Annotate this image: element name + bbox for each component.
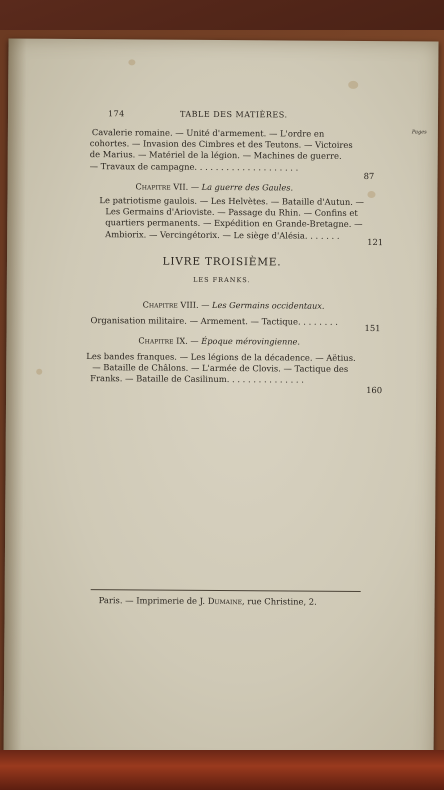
- imprint-printer-name: Dumaine: [207, 595, 243, 607]
- running-title: TABLE DES MATIÈRES.: [179, 109, 288, 120]
- chapter-heading: Chapitre VII. — La guerre des Gaules.: [135, 181, 294, 193]
- toc-entry: [91, 315, 338, 328]
- chapter-label: Chapitre VII.: [135, 181, 189, 192]
- chapter-heading: Chapitre IX. — Époque mérovingienne.: [138, 335, 301, 347]
- chapter-title: La guerre des Gaules.: [201, 181, 294, 193]
- page-gutter-shadow: [3, 39, 26, 767]
- chapter-title: Époque mérovingienne.: [201, 335, 301, 347]
- toc-line: quartiers permanents. — Expédition en Grande-Bretagne. —: [105, 217, 363, 230]
- book-part-subtitle: LES FRANKS.: [193, 275, 251, 285]
- toc-line: cohortes. — Invasion des Cimbres et des Teutons. — Victoires: [89, 138, 353, 151]
- page-number: 174: [107, 109, 125, 119]
- foxing-spot: [367, 191, 375, 198]
- toc-entry-continuation: [86, 127, 353, 174]
- toc-page-number: 121: [367, 237, 384, 248]
- toc-line: de Marius. — Matériel de la légion. — Machines de guerre.: [89, 149, 342, 162]
- toc-line: Organisation militaire. — Armement. — Tactique. . . . . . . .: [90, 315, 338, 327]
- toc-entry: [86, 351, 356, 386]
- toc-line: — Travaux de campagne. . . . . . . . . . . . . . . . . . . .: [89, 160, 299, 173]
- toc-line: — Bataille de Châlons. — L'armée de Clovis. — Tactique des: [92, 362, 349, 375]
- chapter-label: Chapitre VIII.: [142, 299, 199, 310]
- imprint-prefix: Paris. — Imprimerie de J.: [98, 595, 206, 606]
- running-header: [107, 109, 408, 120]
- printer-imprint: [99, 595, 317, 607]
- toc-line: Franks. — Bataille de Casilinum. . . . . . . . . . . . . . .: [90, 373, 304, 385]
- table-surface: [0, 750, 444, 790]
- foxing-spot: [128, 59, 135, 65]
- chapter-heading: Chapitre VIII. — Les Germains occidentaux.: [142, 299, 325, 311]
- toc-entry: [99, 195, 364, 242]
- toc-page-number: 160: [366, 385, 383, 396]
- foxing-spot: [348, 81, 358, 89]
- imprint-address: , rue Christine, 2.: [241, 596, 317, 607]
- toc-line: Les Germains d'Arioviste. — Passage du Rhin. — Confins et: [105, 206, 358, 219]
- book-part-title: LIVRE TROISIÈME.: [162, 255, 282, 269]
- foxing-spot: [36, 369, 42, 375]
- toc-line: Cavalerie romaine. — Unité d'armement. — L'ordre en: [91, 127, 325, 139]
- toc-line: Le patriotisme gaulois. — Les Helvètes. — Bataille d'Autun. —: [99, 195, 364, 207]
- pages-column-label: Pages: [411, 129, 427, 136]
- toc-line: Ambiorix. — Vercingétorix. — Le siège d'Alésia. . . . . . .: [105, 228, 340, 241]
- toc-page-number: 151: [364, 323, 381, 334]
- chapter-label: Chapitre IX.: [138, 335, 188, 346]
- toc-page-number: 87: [363, 170, 375, 182]
- book-page: [3, 39, 438, 770]
- imprint-rule: [91, 589, 361, 592]
- chapter-title: Les Germains occidentaux.: [212, 299, 325, 311]
- toc-line: Les bandes franques. — Les légions de la décadence. — Aëtius.: [86, 351, 356, 363]
